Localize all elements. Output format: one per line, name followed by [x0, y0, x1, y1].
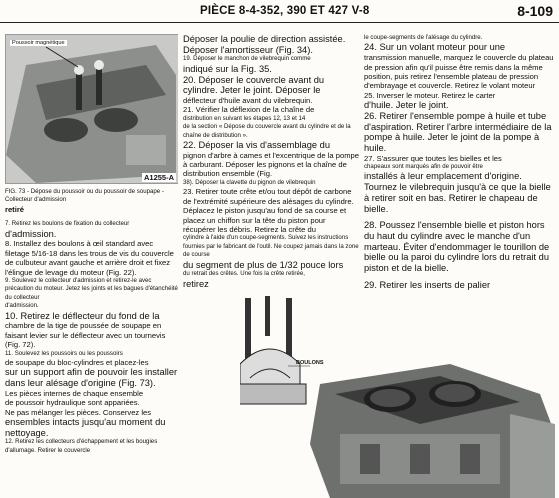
paragraph: de la section « Dépose du couvercle avant du cylindre et de la chaîne de distribution ».: [183, 123, 351, 139]
figure-73-caption-end: retiré: [5, 204, 24, 214]
paragraph: 10. Retirez le déflecteur du fond de la: [5, 310, 160, 321]
paragraph: 27. S'assurer que toutes les bielles et les: [364, 153, 502, 163]
paragraph: 28. Poussez l'ensemble bielle et piston hors du haut du cylindre avec le manche d'un marteau. Éviter d'endommager le tourillon de bielle ou la paroi du cylindre lors du retrait du piston et de la bielle.: [364, 220, 550, 274]
paragraph: 12. Retirez les collecteurs d'échappement et les bougies d'allumage. Retirer le couvercle: [5, 438, 158, 454]
column-left-text: [5, 220, 178, 455]
column-middle: [183, 34, 359, 289]
paragraph: du retrait des crêtes. Une fois la crête retirée,: [183, 270, 305, 278]
paragraph: indiqué sur la Fig. 35.: [183, 63, 272, 74]
paragraph: 19. Déposer le manchon de vilebrequin comme: [183, 55, 311, 63]
paragraph: distribution en suivant les étapes 12, 13 et 14: [183, 114, 306, 122]
paragraph: Les pièces internes de chaque ensemble: [5, 388, 144, 398]
figure-73-caption: FIG. 73 - Dépose du poussoir ou du poussoir de soupape - Collecteur d'admission: [5, 188, 164, 204]
paragraph: 22. Déposer la vis d'assemblage du: [183, 139, 330, 150]
paragraph: déflecteur d'huile avant du vilebrequin.: [183, 95, 313, 105]
paragraph: transmission manuelle, marquez le couvercle du plateau de pression afin qu'il puisse être remis dans la même position, puis retirez l'ensemble plateau de pression d'embrayage et couvercle. Retirez le volant moteur: [364, 53, 554, 91]
paragraph: ensembles intacts jusqu'au moment du nettoyage.: [5, 416, 166, 438]
paragraph: Ne pas mélanger les pièces. Conservez les: [5, 407, 152, 417]
paragraph: 20. Déposer le couvercle avant du cylindre. Jeter le joint. Déposer le: [183, 74, 325, 96]
figure-73-image: [5, 34, 178, 184]
column-middle-text: [183, 34, 359, 289]
paragraph: chapeaux sont marqués afin de pouvoir être: [364, 163, 483, 171]
header-rule: [0, 22, 559, 23]
paragraph: 8. Installez des boulons à œil standard avec filetage 5/16-18 dans les trous de vis du couvercle de culbuteur avant gauche et arrière droit et fixez l'élingue de levage du moteur (Fig. 22).: [5, 239, 174, 277]
page-number: 8-109: [517, 3, 553, 19]
paragraph: sur un support afin de pouvoir les installer dans leur alésage d'origine (Fig. 73).: [5, 367, 178, 389]
figure-label-bolts: BOULONS: [296, 360, 324, 366]
paragraph: 24. Sur un volant moteur pour une: [364, 42, 506, 53]
paragraph: Déposer la poulie de direction assistée. Déposer l'amortisseur (Fig. 34).: [183, 34, 346, 55]
paragraph: 23. Retirer toute crête et/ou tout dépôt de carbone de l'extrémité supérieure des alésages du cylindre. Déplacez le piston jusqu'au fond de sa course et placez un chiffon sur la tête du piston pour: [183, 187, 354, 225]
paragraph: d'admission.: [5, 302, 39, 310]
paragraph: de poussoir hydraulique sont appariées.: [5, 398, 140, 408]
paragraph: 7. Retirez les boulons de fixation du collecteur: [5, 220, 130, 228]
paragraph: installés à leur emplacement d'origine. Tournez le vilebrequin jusqu'à ce que la bielle à retirer soit en bas. Retirer le chapeau de bielle.: [364, 171, 551, 214]
cylinder-block-illustration: [240, 294, 559, 498]
engine-block-illustration: [6, 35, 178, 183]
paragraph: 26. Retirer l'ensemble pompe à huile et tube d'aspiration. Retirer l'arbre intermédiaire de la pompe à huile. Jeter le joint de la pompe à huile.: [364, 110, 552, 153]
column-right: [364, 34, 554, 291]
figure-code: A1255-A: [143, 173, 174, 182]
paragraph: d'huile. Jeter le joint.: [364, 100, 449, 111]
column-right-text: [364, 34, 554, 291]
column-left: [5, 34, 178, 455]
figure-crankshaft-bearing: [240, 294, 559, 498]
paragraph: pignon d'arbre à cames et l'excentrique de la pompe à carburant. Déposer les pignons et la chaîne de distribution ensemble (Fig.: [183, 150, 359, 179]
paragraph: de soupape du bloc-cylindres et placez-les: [5, 357, 149, 367]
paragraph: 21. Vérifier la déflexion de la chaîne de: [183, 105, 315, 115]
paragraph: du segment de plus de 1/32 pouce lors: [183, 259, 344, 270]
paragraph: retirez: [183, 278, 209, 289]
paragraph: 29. Retirer les inserts de palier: [364, 279, 491, 290]
paragraph: cylindre à l'aide d'un coupe-segments. Suivez les instructions fournies par le fabricant de l'outil. Ne coupez jamais dans la zone de course: [183, 234, 359, 259]
paragraph: d'admission.: [5, 228, 57, 239]
paragraph: chambre de la tige de poussée de soupape en faisant levier sur le déflecteur avec un tournevis (Fig. 72).: [5, 321, 166, 350]
figure-label-magnetic-lifter: Poussoir magnétique: [12, 40, 65, 46]
paragraph: 9. Soulevez le collecteur d'admission et retirez-le avec précaution du moteur. Jetez les joints et les bagues d'étanchéité du collecteur: [5, 276, 178, 301]
paragraph: 38). Déposer la clavette du pignon de vilebrequin: [183, 178, 316, 186]
page-title: PIÈCE 8-4-352, 390 ET 427 V-8: [200, 5, 370, 17]
paragraph: le coupe-segments de l'alésage du cylindre.: [364, 34, 483, 41]
paragraph: 11. Soulevez les poussoirs ou les poussoirs: [5, 349, 123, 357]
page-header: [0, 0, 559, 22]
paragraph: récupérer les débris. Retirez la crête du: [183, 224, 316, 234]
paragraph: 25. Inverser le moteur. Retirez le carter: [364, 90, 496, 100]
